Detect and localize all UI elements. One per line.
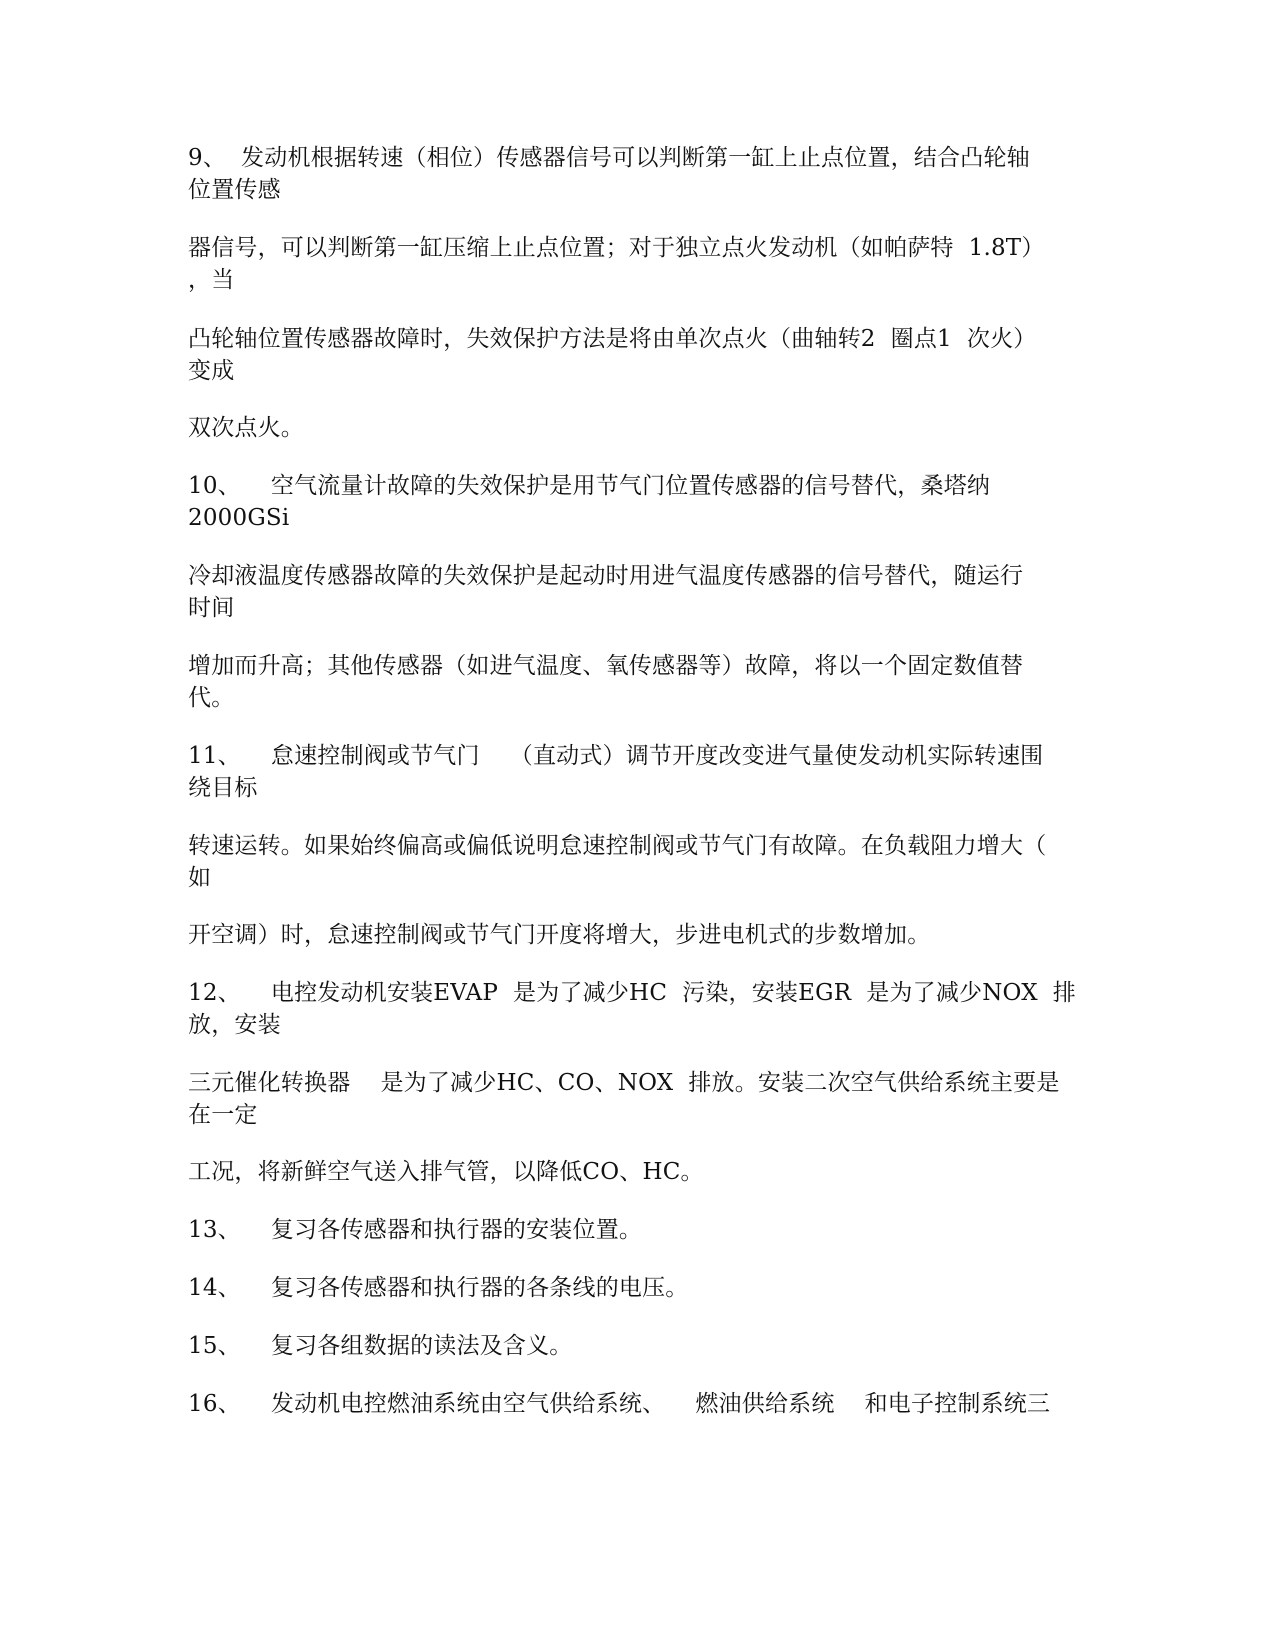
text-line: 增加而升高；其他传感器（如进气温度、氧传感器等）故障，将以一个固定数值替	[188, 653, 1024, 679]
text-line: 开空调）时，怠速控制阀或节气门开度将增大，步进电机式的步数增加。	[188, 922, 931, 948]
text-line: 变成	[188, 358, 235, 384]
text-line: 放，安装	[188, 1012, 281, 1038]
text-line: 15、 复习各组数据的读法及含义。	[188, 1333, 573, 1359]
text-line: 16、 发动机电控燃油系统由空气供给系统、 燃油供给系统 和电子控制系统三	[188, 1391, 1051, 1417]
text-line: 12、 电控发动机安装EVAP 是为了减少HC 污染，安装EGR 是为了减少NOX 排	[188, 980, 1077, 1006]
text-line: 9、 发动机根据转速（相位）传感器信号可以判断第一缸上止点位置，结合凸轮轴	[188, 145, 1030, 171]
text-line: 绕目标	[188, 775, 258, 801]
text-line: 2000GSi	[188, 505, 290, 531]
text-line: 冷却液温度传感器故障的失效保护是起动时用进气温度传感器的信号替代，随运行	[188, 563, 1024, 589]
text-line: 14、 复习各传感器和执行器的各条线的电压。	[188, 1275, 689, 1301]
text-line: 器信号，可以判断第一缸压缩上止点位置；对于独立点火发动机（如帕萨特 1.8T）	[188, 235, 1045, 261]
text-line: 工况，将新鲜空气送入排气管，以降低CO、HC。	[188, 1159, 704, 1185]
text-line: ，当	[188, 267, 235, 293]
text-line: 双次点火。	[188, 415, 304, 441]
text-line: 代。	[188, 685, 235, 711]
text-line: 11、 怠速控制阀或节气门 （直动式）调节开度改变进气量使发动机实际转速围	[188, 743, 1044, 769]
text-line: 13、 复习各传感器和执行器的安装位置。	[188, 1217, 643, 1243]
text-line: 转速运转。如果始终偏高或偏低说明怠速控制阀或节气门有故障。在负载阻力增大（	[188, 833, 1047, 859]
text-line: 凸轮轴位置传感器故障时，失效保护方法是将由单次点火（曲轴转2 圈点1 次火）	[188, 326, 1037, 352]
text-line: 如	[188, 865, 212, 891]
text-line: 在一定	[188, 1102, 258, 1128]
text-line: 三元催化转换器 是为了减少HC、CO、NOX 排放。安装二次空气供给系统主要是	[188, 1070, 1060, 1096]
text-line: 时间	[188, 595, 235, 621]
text-line: 位置传感	[188, 177, 281, 203]
text-line: 10、 空气流量计故障的失效保护是用节气门位置传感器的信号替代，桑塔纳	[188, 473, 991, 499]
